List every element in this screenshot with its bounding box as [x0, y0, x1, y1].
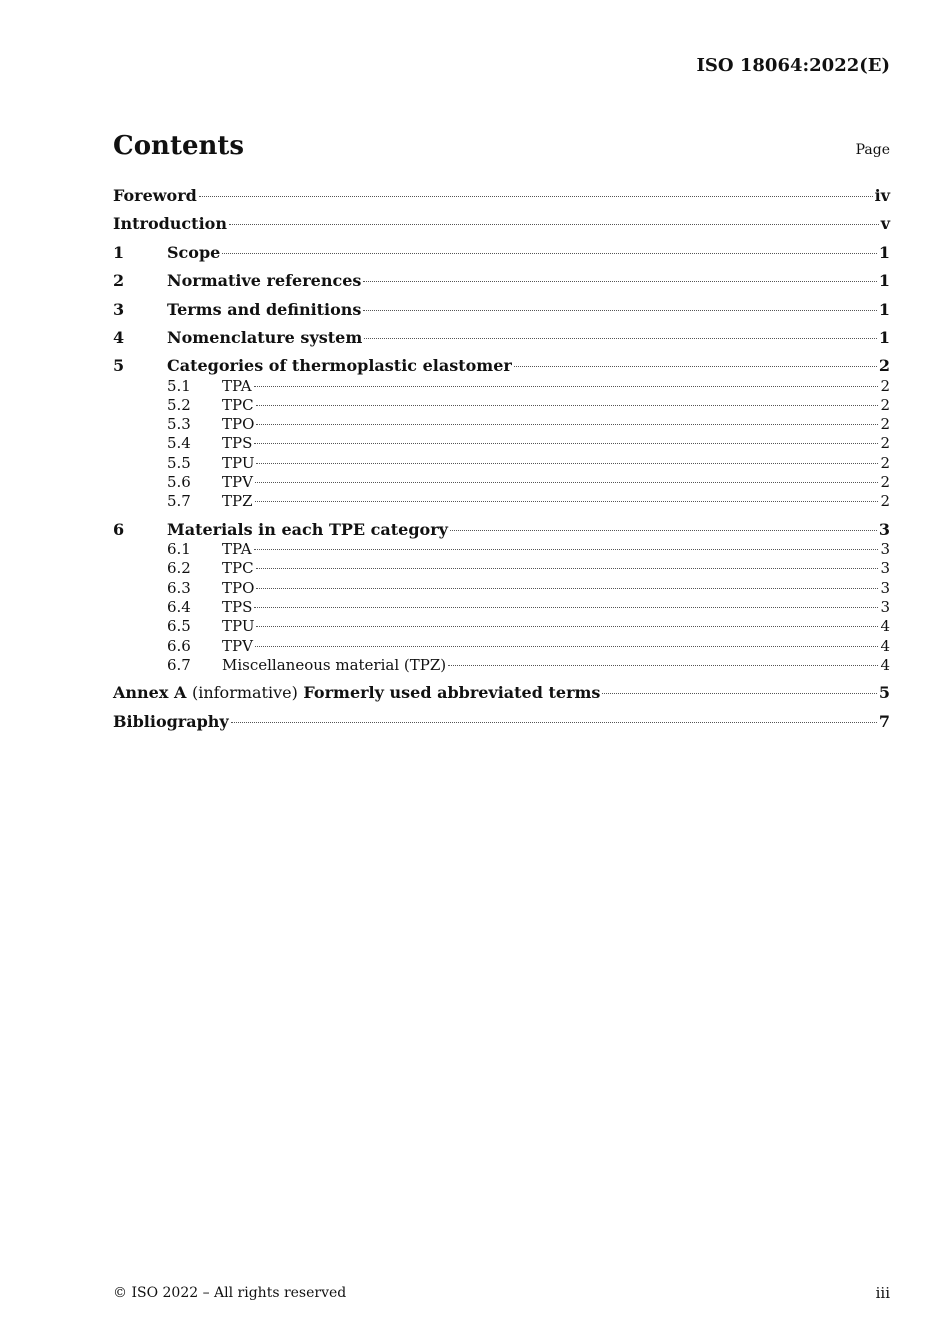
- dot-leader: [256, 405, 879, 406]
- toc-number: 5.1: [167, 377, 191, 395]
- dot-leader: [448, 665, 878, 666]
- dot-leader: [231, 722, 877, 723]
- toc-number: 6.2: [167, 559, 191, 577]
- toc-entry-normative-references[interactable]: [113, 271, 890, 291]
- toc-page: 2: [880, 434, 890, 452]
- toc-title: Miscellaneous material (TPZ): [222, 656, 447, 674]
- dot-leader: [256, 626, 878, 627]
- toc-page: 5: [878, 683, 890, 702]
- toc-title: TPO: [222, 415, 255, 433]
- dot-leader: [222, 253, 877, 254]
- toc-number: 1: [113, 243, 125, 262]
- toc-number: 5.7: [167, 492, 191, 510]
- toc-number: 6.5: [167, 617, 191, 635]
- toc-subentry-5-2[interactable]: [113, 395, 890, 415]
- toc-entry-materials[interactable]: [113, 520, 890, 540]
- dot-leader: [256, 588, 878, 589]
- toc-title: TPZ: [222, 492, 253, 510]
- toc-title: Foreword: [113, 186, 197, 205]
- toc-page: v: [880, 214, 890, 233]
- toc-subentry-5-5[interactable]: [113, 453, 890, 473]
- dot-leader: [256, 568, 879, 569]
- toc-entry-annex-a[interactable]: [113, 683, 890, 703]
- toc-page: 1: [878, 328, 890, 347]
- annex-title: Formerly used abbreviated terms: [303, 683, 601, 702]
- toc-title: TPU: [222, 454, 255, 472]
- toc-page: 2: [880, 454, 890, 472]
- toc-title: Terms and definitions: [167, 300, 362, 319]
- document-id: ISO 18064:2022(E): [696, 55, 890, 76]
- toc-title: TPU: [222, 617, 255, 635]
- dot-leader: [199, 196, 873, 197]
- contents-title: Contents: [113, 131, 245, 161]
- toc-page: 1: [878, 243, 890, 262]
- toc-entry-bibliography[interactable]: [113, 712, 890, 732]
- dot-leader: [256, 463, 878, 464]
- toc-number: 3: [113, 300, 125, 319]
- dot-leader: [363, 310, 876, 311]
- toc-number: 5: [113, 356, 125, 375]
- toc-title: TPA: [222, 377, 252, 395]
- dot-leader: [364, 338, 877, 339]
- toc-title: TPO: [222, 579, 255, 597]
- dot-leader: [255, 501, 879, 502]
- toc-title: Nomenclature system: [167, 328, 363, 347]
- toc-subentry-5-4[interactable]: [113, 433, 890, 453]
- dot-leader: [255, 482, 879, 483]
- toc-page: 7: [878, 712, 890, 731]
- toc-entry-terms[interactable]: [113, 300, 890, 320]
- toc-subentry-6-1[interactable]: [113, 539, 890, 559]
- toc-entry-foreword[interactable]: [113, 186, 890, 206]
- toc-page: 4: [880, 656, 890, 674]
- toc-number: 5.3: [167, 415, 191, 433]
- toc-page: 3: [880, 559, 890, 577]
- dot-leader: [254, 443, 878, 444]
- toc-subentry-5-3[interactable]: [113, 414, 890, 434]
- toc-subentry-6-4[interactable]: [113, 597, 890, 617]
- toc-subentry-6-6[interactable]: [113, 636, 890, 656]
- dot-leader: [254, 386, 879, 387]
- toc-page: 2: [880, 415, 890, 433]
- toc-number: 6.3: [167, 579, 191, 597]
- toc-title: Categories of thermoplastic elastomer: [167, 356, 512, 375]
- toc-title: Introduction: [113, 214, 227, 233]
- toc-page: 3: [880, 598, 890, 616]
- footer-page-number: iii: [875, 1284, 890, 1302]
- toc-number: 5.4: [167, 434, 191, 452]
- toc-page: 3: [880, 540, 890, 558]
- toc-page: 4: [880, 637, 890, 655]
- toc-page: 3: [880, 579, 890, 597]
- toc-page: 2: [880, 377, 890, 395]
- toc-subentry-6-3[interactable]: [113, 578, 890, 598]
- toc-entry-introduction[interactable]: [113, 214, 890, 234]
- toc-title: TPS: [222, 598, 253, 616]
- toc-title: TPS: [222, 434, 253, 452]
- toc-entry-scope[interactable]: [113, 243, 890, 263]
- toc-number: 5.5: [167, 454, 191, 472]
- dot-leader: [602, 693, 876, 694]
- toc-subentry-5-6[interactable]: [113, 472, 890, 492]
- toc-title: TPV: [222, 473, 253, 491]
- toc-title: Bibliography: [113, 712, 229, 731]
- toc-page: iv: [874, 186, 890, 205]
- toc-number: 6: [113, 520, 125, 539]
- toc-number: 5.6: [167, 473, 191, 491]
- toc-number: 6.1: [167, 540, 191, 558]
- page-column-label: Page: [855, 142, 890, 158]
- toc-entry-nomenclature[interactable]: [113, 328, 890, 348]
- toc-number: 4: [113, 328, 125, 347]
- dot-leader: [514, 366, 877, 367]
- toc-page: 2: [880, 473, 890, 491]
- toc-page: 2: [880, 396, 890, 414]
- toc-entry-categories[interactable]: [113, 356, 890, 376]
- toc-subentry-6-7[interactable]: [113, 655, 890, 675]
- toc-title: TPV: [222, 637, 253, 655]
- annex-kind: (informative): [191, 683, 298, 702]
- toc-title: TPA: [222, 540, 252, 558]
- toc-subentry-6-5[interactable]: [113, 616, 890, 636]
- dot-leader: [229, 224, 879, 225]
- toc-number: 2: [113, 271, 125, 290]
- toc-title: Scope: [167, 243, 221, 262]
- toc-page: 4: [880, 617, 890, 635]
- dot-leader: [255, 646, 879, 647]
- toc-page: 3: [878, 520, 890, 539]
- toc-number: 6.4: [167, 598, 191, 616]
- toc-number: 6.7: [167, 656, 191, 674]
- toc-number: 6.6: [167, 637, 191, 655]
- toc-page: 1: [878, 271, 890, 290]
- dot-leader: [254, 607, 878, 608]
- dot-leader: [450, 530, 877, 531]
- toc-subentry-5-1[interactable]: [113, 376, 890, 396]
- toc-subentry-5-7[interactable]: [113, 491, 890, 511]
- dot-leader: [256, 424, 878, 425]
- dot-leader: [363, 281, 876, 282]
- toc-page: 2: [880, 492, 890, 510]
- toc-title: TPC: [222, 396, 254, 414]
- toc-title: [113, 683, 600, 703]
- toc-page: 2: [878, 356, 890, 375]
- toc-title: Materials in each TPE category: [167, 520, 448, 539]
- toc-number: 5.2: [167, 396, 191, 414]
- dot-leader: [254, 549, 879, 550]
- footer-copyright: © ISO 2022 – All rights reserved: [113, 1285, 347, 1301]
- toc-title: Normative references: [167, 271, 362, 290]
- toc-subentry-6-2[interactable]: [113, 558, 890, 578]
- toc-page: 1: [878, 300, 890, 319]
- toc-title: TPC: [222, 559, 254, 577]
- annex-label: Annex A: [113, 683, 187, 702]
